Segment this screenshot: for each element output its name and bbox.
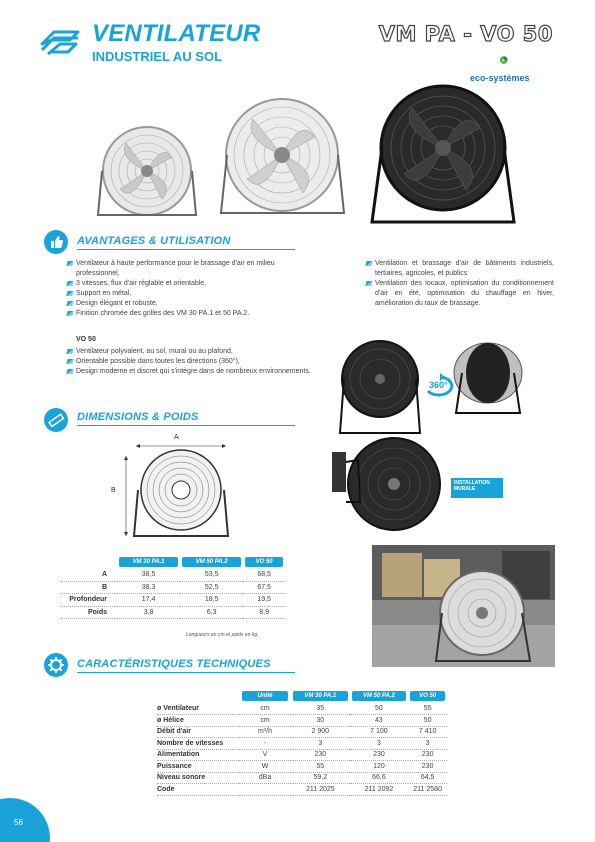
unit-header: Unité xyxy=(242,691,288,701)
unit-cell: V xyxy=(239,749,291,761)
dimensions-title: DIMENSIONS & POIDS xyxy=(77,411,199,423)
list-item: Design moderne et discret qui s'intègre dans de nombreux environnements. xyxy=(67,367,317,377)
table-row xyxy=(60,594,285,607)
avantages-left-list xyxy=(67,259,317,319)
cell: 67,5 xyxy=(243,581,285,594)
page-subtitle: INDUSTRIEL AU SOL xyxy=(92,49,223,64)
row-label: Niveau sonore xyxy=(157,772,239,784)
vo50-list xyxy=(67,347,317,377)
cell: 59,2 xyxy=(291,772,350,784)
cell: 8,9 xyxy=(243,606,285,619)
cell: 230 xyxy=(408,749,447,761)
technical-divider xyxy=(77,672,295,673)
dimension-label-b: B xyxy=(111,487,116,494)
rotation-360-label: 360° xyxy=(429,380,448,390)
model-title: VM PA - VO 50 xyxy=(378,22,553,46)
unit-cell xyxy=(239,784,291,796)
gear-icon xyxy=(44,653,68,677)
table-row xyxy=(157,703,447,715)
list-item: Ventilation des locaux, optimisation du conditionnement d'air en été, optimisation du chauffage en hiver, amélioration du taux de brassage. xyxy=(366,279,554,309)
list-item: 3 vitesses, flux d'air réglable et orientable, xyxy=(67,279,317,289)
eco-systemes-logo-icon xyxy=(498,50,528,74)
cell: 53,5 xyxy=(180,569,243,582)
table-row xyxy=(157,749,447,761)
unit-cell: m³/h xyxy=(239,726,291,738)
cell: 35 xyxy=(291,703,350,715)
table-row xyxy=(157,738,447,750)
unit-cell: cm xyxy=(239,715,291,727)
cell: 230 xyxy=(350,749,409,761)
ruler-icon xyxy=(44,408,68,432)
table-row xyxy=(60,606,285,619)
cell: 52,5 xyxy=(180,581,243,594)
cell: 18,5 xyxy=(180,594,243,607)
list-item: Orientable possible dans toutes les directions (360°), xyxy=(67,357,317,367)
cell: 230 xyxy=(408,761,447,773)
list-item: Ventilateur polyvalent, au sol, mural ou au plafond, xyxy=(67,347,317,357)
fan-vm30-image xyxy=(92,123,202,223)
cell: 7 100 xyxy=(350,726,409,738)
cell: 64,5 xyxy=(408,772,447,784)
unit-cell: cm xyxy=(239,703,291,715)
cell: 120 xyxy=(350,761,409,773)
fan-warehouse-photo xyxy=(372,545,555,667)
table-row xyxy=(157,726,447,738)
cell: 50 xyxy=(408,715,447,727)
dimensions-note: Longueurs en cm et poids en kg. xyxy=(186,632,259,638)
cell: 211 2025 xyxy=(291,784,350,796)
row-label: Code xyxy=(157,784,239,796)
list-item: Support en métal, xyxy=(67,289,317,299)
cell: 30 xyxy=(291,715,350,727)
table-row xyxy=(60,569,285,582)
column-header: VM 30 PA.1 xyxy=(119,557,178,567)
row-label: B xyxy=(60,581,117,594)
avantages-right-list xyxy=(366,259,554,309)
table-row xyxy=(157,784,447,796)
table-header-row xyxy=(157,689,447,703)
row-label: Poids xyxy=(60,606,117,619)
cell: 19,5 xyxy=(243,594,285,607)
cell: 7 410 xyxy=(408,726,447,738)
row-label: A xyxy=(60,569,117,582)
column-header: VM 50 PA.2 xyxy=(352,691,407,701)
avantages-divider xyxy=(77,249,295,250)
row-label: ø Hélice xyxy=(157,715,239,727)
cell: 55 xyxy=(408,703,447,715)
page-number: 56 xyxy=(14,818,23,827)
fan-vm50-image xyxy=(215,95,350,220)
cell: 50 xyxy=(350,703,409,715)
cell: 66,6 xyxy=(350,772,409,784)
cell: 3 xyxy=(408,738,447,750)
cell: 3 xyxy=(291,738,350,750)
column-header: VO 50 xyxy=(410,691,445,701)
cell: 55 xyxy=(291,761,350,773)
cell: 230 xyxy=(291,749,350,761)
column-header: VO 50 xyxy=(245,557,283,567)
cell: 17,4 xyxy=(117,594,180,607)
cell: 38,5 xyxy=(117,569,180,582)
fan-vo50-image xyxy=(368,82,518,227)
dimension-label-a: A xyxy=(174,434,179,441)
row-label: Débit d'air xyxy=(157,726,239,738)
cell: 211 2092 xyxy=(350,784,409,796)
page-corner-decoration xyxy=(0,798,50,842)
cell: 3 xyxy=(350,738,409,750)
avantages-title: AVANTAGES & UTILISATION xyxy=(77,235,231,247)
table-row xyxy=(157,715,447,727)
cell: 43 xyxy=(350,715,409,727)
dimension-diagram xyxy=(110,440,240,540)
page-title: VENTILATEUR xyxy=(92,20,261,47)
cell: 38,3 xyxy=(117,581,180,594)
installation-label-line2: MURALE xyxy=(454,486,476,492)
table-row xyxy=(157,761,447,773)
rotation-360-badge xyxy=(424,371,456,403)
list-item: Ventilateur à haute performance pour le brassage d'air en milieu professionnel, xyxy=(67,259,317,279)
column-header: VM 50 PA.2 xyxy=(182,557,241,567)
table-row xyxy=(157,772,447,784)
row-label: Profondeur xyxy=(60,594,117,607)
cell: 6,3 xyxy=(180,606,243,619)
row-label: Alimentation xyxy=(157,749,239,761)
installation-label-line1: INSTALLATION xyxy=(454,480,490,486)
technical-title: CARACTÉRISTIQUES TECHNIQUES xyxy=(77,658,271,670)
column-header: VM 30 PA.1 xyxy=(293,691,348,701)
list-item: Finition chromée des grilles des VM 30 PA.1 et 50 PA.2. xyxy=(67,309,317,319)
fan-wall-mount-image xyxy=(330,432,445,537)
table-header-row xyxy=(60,556,285,569)
cell: 3,8 xyxy=(117,606,180,619)
cell: 2 900 xyxy=(291,726,350,738)
unit-cell: - xyxy=(239,738,291,750)
unit-cell: dBa xyxy=(239,772,291,784)
row-label: ø Ventilateur xyxy=(157,703,239,715)
unit-cell: W xyxy=(239,761,291,773)
thumbs-up-icon xyxy=(44,230,68,254)
row-label: Puissance xyxy=(157,761,239,773)
eco-systemes-label: eco-systèmes xyxy=(470,73,530,83)
svg-text:e: e xyxy=(502,57,505,63)
installation-murale-box xyxy=(451,478,503,498)
cell: 68,5 xyxy=(243,569,285,582)
list-item: Design élégant et robuste, xyxy=(67,299,317,309)
cell: 211 2580 xyxy=(408,784,447,796)
dimensions-table xyxy=(60,556,285,619)
technical-table xyxy=(157,689,447,796)
list-item: Ventilation et brassage d'air de bâtiments industriels, tertiaires, agricoles, et publics xyxy=(366,259,554,279)
dimensions-divider xyxy=(77,425,295,426)
vo50-subheading: VO 50 xyxy=(76,336,96,343)
table-row xyxy=(60,581,285,594)
brand-logo-icon xyxy=(40,24,80,58)
row-label: Nombre de vitesses xyxy=(157,738,239,750)
